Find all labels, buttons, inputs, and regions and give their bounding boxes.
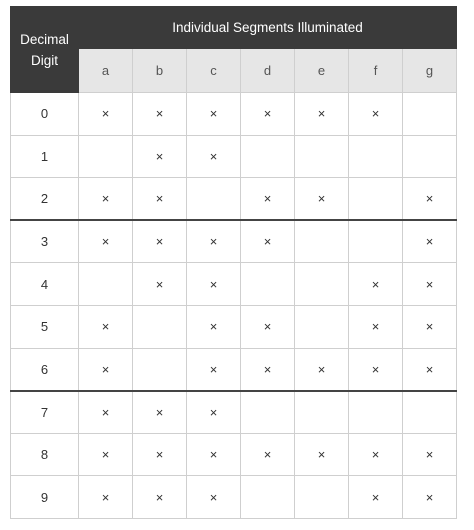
segment-cell-a	[79, 220, 133, 263]
segment-cell-e	[295, 263, 349, 306]
illuminated-mark: ×	[155, 489, 164, 505]
segment-cell-g	[403, 433, 457, 476]
segment-cell-f	[349, 391, 403, 434]
segment-cell-g	[403, 391, 457, 434]
segment-cell-d	[241, 348, 295, 391]
segment-cell-e	[295, 220, 349, 263]
segment-cell-e	[295, 93, 349, 136]
segment-cell-g	[403, 93, 457, 136]
illuminated-mark: ×	[263, 191, 272, 207]
segment-cell-g	[403, 305, 457, 348]
illuminated-mark: ×	[263, 106, 272, 122]
segment-cell-d	[241, 305, 295, 348]
illuminated-mark: ×	[209, 361, 218, 377]
segment-cell-f	[349, 93, 403, 136]
table-row	[11, 220, 457, 263]
table-row	[11, 391, 457, 434]
illuminated-mark: ×	[425, 234, 434, 250]
segment-cell-a	[79, 391, 133, 434]
segment-cell-g	[403, 135, 457, 178]
segment-cell-b	[133, 93, 187, 136]
segment-cell-c	[187, 220, 241, 263]
segment-cell-d	[241, 391, 295, 434]
segment-cell-a	[79, 348, 133, 391]
digit-cell: 1	[11, 135, 79, 178]
table-row	[11, 93, 457, 136]
header-row-group	[11, 7, 457, 49]
segment-cell-e	[295, 433, 349, 476]
segment-cell-g	[403, 476, 457, 519]
segment-header-g: g	[403, 49, 457, 93]
segment-cell-f	[349, 178, 403, 221]
segment-cell-c	[187, 476, 241, 519]
segment-cell-g	[403, 263, 457, 306]
segment-cell-a	[79, 433, 133, 476]
segment-cell-c	[187, 305, 241, 348]
illuminated-mark: ×	[155, 404, 164, 420]
segment-cell-b	[133, 476, 187, 519]
illuminated-mark: ×	[155, 276, 164, 292]
segment-cell-d	[241, 220, 295, 263]
segment-cell-e	[295, 178, 349, 221]
decimal-digit-header	[11, 7, 79, 93]
illuminated-mark: ×	[209, 148, 218, 164]
digit-cell: 6	[11, 348, 79, 391]
table-row	[11, 348, 457, 391]
illuminated-mark: ×	[371, 447, 380, 463]
illuminated-mark: ×	[317, 191, 326, 207]
segment-cell-e	[295, 135, 349, 178]
segment-table	[10, 6, 457, 519]
table-row	[11, 476, 457, 519]
segment-header-d: d	[241, 49, 295, 93]
table-row	[11, 263, 457, 306]
illuminated-mark: ×	[209, 106, 218, 122]
illuminated-mark: ×	[209, 234, 218, 250]
segment-cell-f	[349, 476, 403, 519]
illuminated-mark: ×	[317, 361, 326, 377]
illuminated-mark: ×	[101, 234, 110, 250]
digit-cell: 9	[11, 476, 79, 519]
corner-line-2: Digit	[30, 52, 58, 68]
illuminated-mark: ×	[101, 361, 110, 377]
illuminated-mark: ×	[425, 447, 434, 463]
illuminated-mark: ×	[209, 447, 218, 463]
digit-cell: 3	[11, 220, 79, 263]
illuminated-mark: ×	[101, 191, 110, 207]
illuminated-mark: ×	[101, 404, 110, 420]
segment-cell-a	[79, 178, 133, 221]
segment-cell-d	[241, 263, 295, 306]
illuminated-mark: ×	[425, 489, 434, 505]
segment-cell-c	[187, 93, 241, 136]
segment-cell-g	[403, 178, 457, 221]
illuminated-mark: ×	[155, 447, 164, 463]
table-row	[11, 433, 457, 476]
segment-header-c: c	[187, 49, 241, 93]
illuminated-mark: ×	[155, 234, 164, 250]
digit-cell: 8	[11, 433, 79, 476]
segment-cell-b	[133, 348, 187, 391]
corner-line-1: Decimal	[20, 31, 69, 47]
segment-cell-b	[133, 220, 187, 263]
segment-cell-f	[349, 348, 403, 391]
illuminated-mark: ×	[155, 148, 164, 164]
illuminated-mark: ×	[101, 319, 110, 335]
illuminated-mark: ×	[263, 361, 272, 377]
segment-cell-e	[295, 476, 349, 519]
illuminated-mark: ×	[101, 447, 110, 463]
segment-cell-a	[79, 93, 133, 136]
illuminated-mark: ×	[317, 447, 326, 463]
segment-header-b: b	[133, 49, 187, 93]
table-row	[11, 135, 457, 178]
segment-cell-d	[241, 135, 295, 178]
illuminated-mark: ×	[263, 319, 272, 335]
illuminated-mark: ×	[263, 234, 272, 250]
digit-cell: 0	[11, 93, 79, 136]
illuminated-mark: ×	[209, 319, 218, 335]
segment-cell-b	[133, 178, 187, 221]
digit-cell: 2	[11, 178, 79, 221]
segment-cell-a	[79, 305, 133, 348]
segment-cell-e	[295, 348, 349, 391]
table-row	[11, 178, 457, 221]
segment-cell-g	[403, 220, 457, 263]
segment-cell-c	[187, 433, 241, 476]
digit-cell: 7	[11, 391, 79, 434]
segment-cell-a	[79, 263, 133, 306]
segment-cell-b	[133, 433, 187, 476]
illuminated-mark: ×	[425, 276, 434, 292]
illuminated-mark: ×	[425, 319, 434, 335]
segment-cell-g	[403, 348, 457, 391]
illuminated-mark: ×	[371, 361, 380, 377]
illuminated-mark: ×	[209, 489, 218, 505]
illuminated-mark: ×	[425, 361, 434, 377]
segment-cell-d	[241, 433, 295, 476]
illuminated-mark: ×	[263, 447, 272, 463]
illuminated-mark: ×	[371, 489, 380, 505]
segment-cell-a	[79, 476, 133, 519]
segment-cell-a	[79, 135, 133, 178]
illuminated-mark: ×	[371, 276, 380, 292]
segment-cell-d	[241, 93, 295, 136]
segment-cell-f	[349, 263, 403, 306]
digit-cell: 4	[11, 263, 79, 306]
segment-cell-b	[133, 263, 187, 306]
segment-cell-f	[349, 305, 403, 348]
illuminated-mark: ×	[101, 489, 110, 505]
segment-cell-c	[187, 348, 241, 391]
illuminated-mark: ×	[425, 191, 434, 207]
segment-cell-b	[133, 135, 187, 178]
segment-cell-b	[133, 391, 187, 434]
segment-cell-d	[241, 476, 295, 519]
segment-header-f: f	[349, 49, 403, 93]
illuminated-mark: ×	[209, 276, 218, 292]
illuminated-mark: ×	[101, 106, 110, 122]
digit-cell: 5	[11, 305, 79, 348]
segment-cell-c	[187, 263, 241, 306]
segment-table-body	[11, 93, 457, 519]
segment-cell-f	[349, 220, 403, 263]
table-row	[11, 305, 457, 348]
segment-cell-c	[187, 135, 241, 178]
segment-cell-c	[187, 178, 241, 221]
segment-cell-c	[187, 391, 241, 434]
segment-header-e: e	[295, 49, 349, 93]
illuminated-mark: ×	[317, 106, 326, 122]
segment-cell-b	[133, 305, 187, 348]
segment-cell-e	[295, 305, 349, 348]
segment-cell-d	[241, 178, 295, 221]
illuminated-mark: ×	[155, 106, 164, 122]
segment-cell-f	[349, 135, 403, 178]
segment-cell-e	[295, 391, 349, 434]
segment-cell-f	[349, 433, 403, 476]
illuminated-mark: ×	[209, 404, 218, 420]
illuminated-mark: ×	[155, 191, 164, 207]
segment-header-a: a	[79, 49, 133, 93]
segments-group-header: Individual Segments Illuminated	[79, 7, 457, 49]
illuminated-mark: ×	[371, 106, 380, 122]
illuminated-mark: ×	[371, 319, 380, 335]
